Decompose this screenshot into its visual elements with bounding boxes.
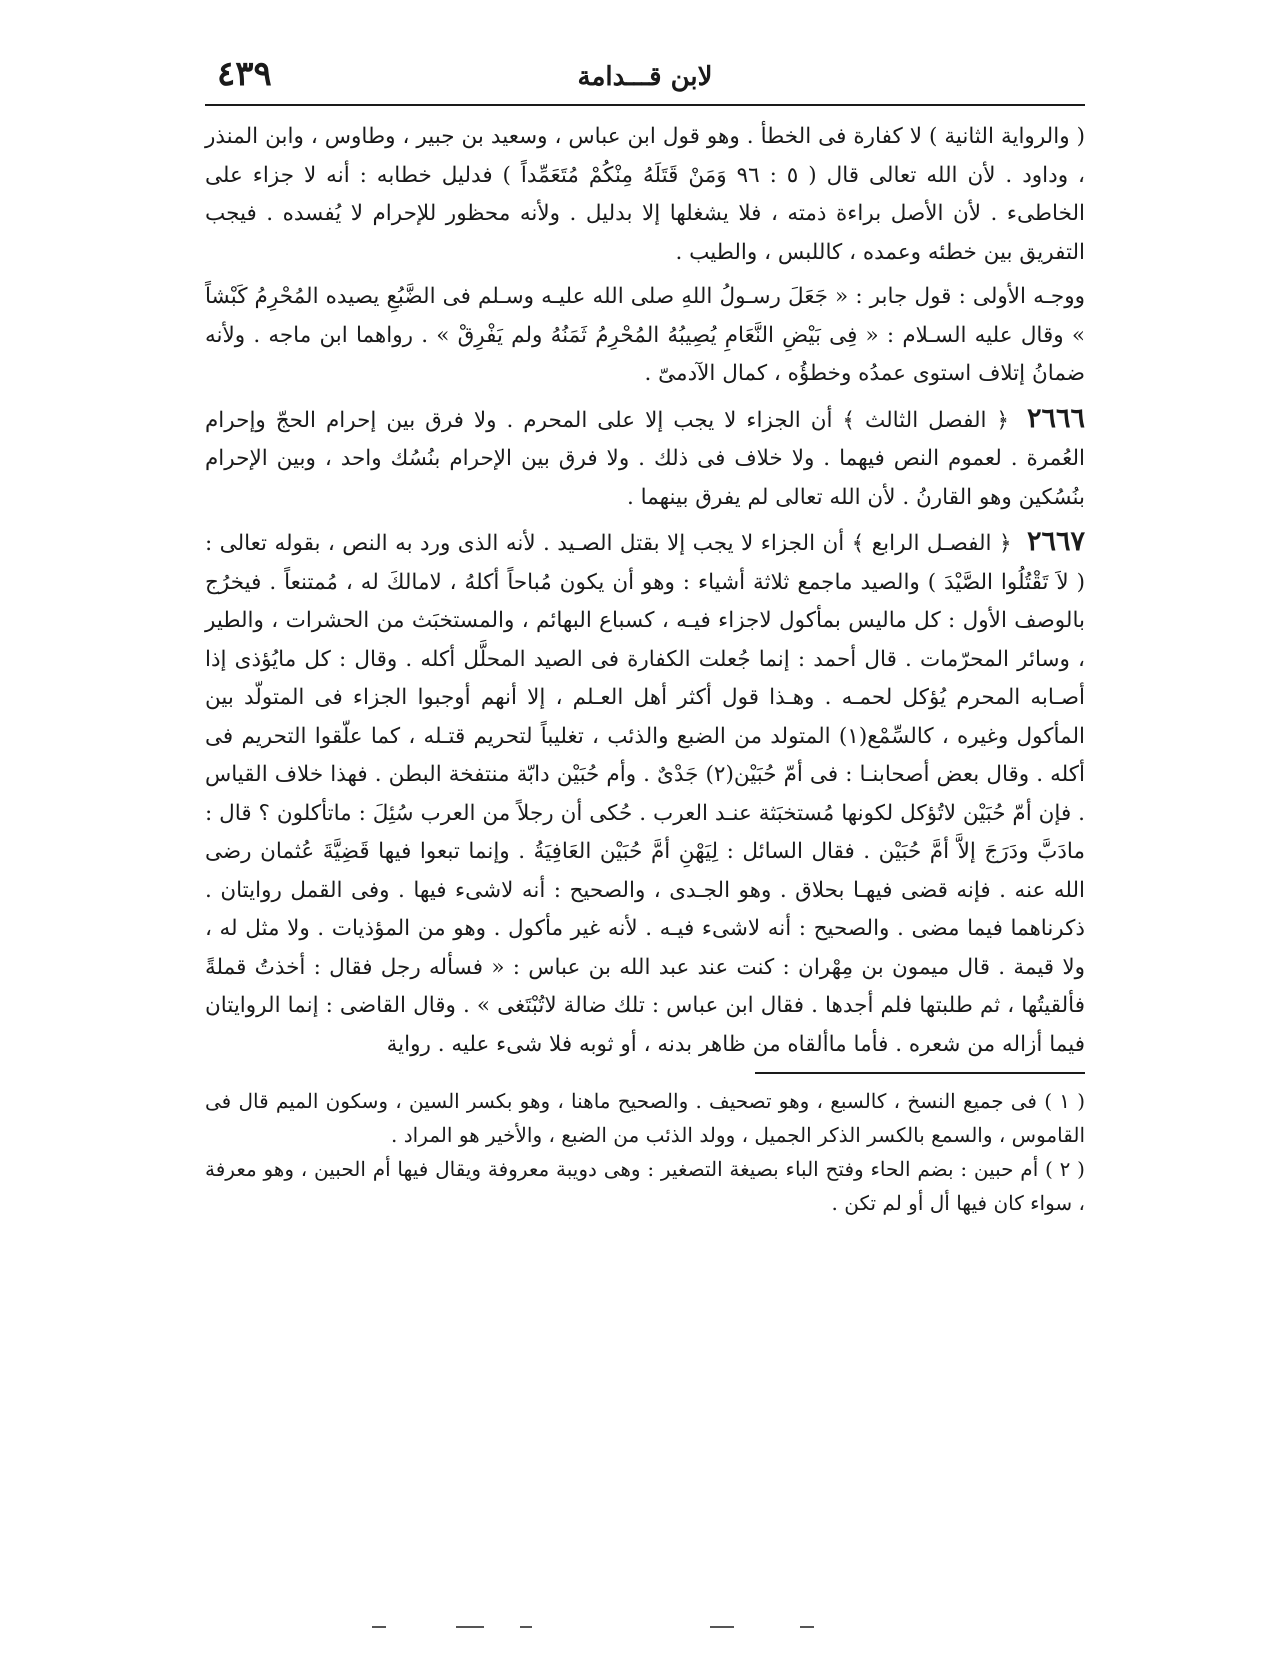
- footnote-divider: [755, 1072, 1085, 1074]
- footnote: ( ١ ) فى جميع النسخ ، كالسبع ، وهو تصحيف . والصحيح ماهنا ، وهو بكسر السين ، وسكون الميم قال فى القاموس ، والسمع بالكسر الذكر الجميل ، وولد الذئب من الضبع ، والأخير هو المراد .: [205, 1089, 1085, 1147]
- scan-mark: [372, 1626, 386, 1628]
- document-page: [205, 48, 1085, 1220]
- paragraph: [205, 278, 1085, 394]
- running-title: لابن قـــدامة: [577, 62, 713, 92]
- paragraph: [205, 400, 1085, 518]
- paragraph-text: ( والرواية الثانية ) لا كفارة فى الخطأ . وهو قول ابن عباس ، وسعيد بن جبير ، وطاوس ، وابن المنذر ، وداود . لأن الله تعالى قال ( ٥ : ٩٦ وَمَنْ قَتَلَهُ مِنْكُمْ مُتَعَمِّداً ) فدليل خطابه : أنه لا جزاء على الخاطىء . لأن الأصل براءة ذمته ، فلا يشغلها إلا بدليل . ولأنه محظور للإحرام لا يُفسده . فيجب التفريق بين خطئه وعمده ، كاللبس ، والطيب .: [205, 124, 1085, 265]
- paragraph-text: ﴿ الفصـل الرابع ﴾ أن الجزاء لا يجب إلا بقتل الصـيد . لأنه الذى ورد به النص ، بقوله تعالى : ( لاَ تَقْتُلُوا الصَّيْدَ ) والصيد ماجمع ثلاثة أشياء : وهو أن يكون مُباحاً أكلهُ ، لامالكَ له ، مُمتنعاً . فيخرُج بالوصف الأول : كل ماليس بمأكول لاجزاء فيـه ، كسباع البهائم ، والمستخبَث من الحشرات ، والطير ، وسائر المحرّمات . قال أحمد : إنما جُعلت الكفارة فى الصيد المحلَّل أكله . وقال : كل مايُؤذى إذا أصـابه المحرم يُؤكل لحمـه . وهـذا قول أكثر أهل العـلم ، إلا أنهم أوجبوا الجزاء فى المتولّد بين المأكول وغيره ، كالسِّمْع(١) المتولد من الضبع والذئب ، تغليباً لتحريم قتـله ، كما علّقوا التحريم فى أكله . وقال بعض أصحابنـا : فى أمّ حُبَيْن(٢) جَدْىٌ . وأم حُبَيْن دابّة منتفخة البطن . فهذا خلاف القياس . فإن أمّ حُبَيْن لاتُؤكل لكونها مُستخبَثة عنـد العرب . حُكى أن رجلاً من العرب سُئِلَ : ماتأكلون ؟ قال : مادَبَّ ودَرَجَ إلاَّ أمَّ حُبَيْن . فقال السائل : لِيَهْنِ أمَّ حُبَيْن العَافِيَةُ . وإنما تبعوا فيها قَضِيَّةَ عُثمان رضى الله عنه . فإنه قضى فيهـا بحلاق . وهو الجـدى ، والصحيح : أنه لاشىء فيها . وفى القمل روايتان . ذكرناهما فيما مضى . والصحيح : أنه لاشىء فيـه . لأنه غير مأكول . وهو من المؤذيات . ولا مثل له ، ولا قيمة . قال ميمون بن مِهْران : كنت عند عبد الله بن عباس : « فسأله رجل فقال : أخذتُ قملةً فألقيتُها ، ثم طلبتها فلم أجدها . فقال ابن عباس : تلك ضالة لاتُبْتَغى » . وقال القاضى : إنما الروايتان فيما أزاله من شعره . فأما ماألقاه من ظاهر بدنه ، أو ثوبه فلا شىء عليه . رواية: [205, 531, 1085, 1057]
- footnotes: [205, 1084, 1085, 1220]
- scan-mark: [800, 1626, 814, 1628]
- section-number: ٢٦٦٦: [1026, 402, 1085, 434]
- paragraph-text: ووجـه الأولى : قول جابر : « جَعَلَ رسـولُ اللهِ صلى الله عليـه وسـلم فى الضَّبُعِ يصيده المُحْرِمُ كَبْشاً » وقال عليه السـلام : « فِى بَيْضِ النَّعَامِ يُصِيبُهُ المُحْرِمُ ثَمَنُهُ ولم يَفْرِقْ » . رواهما ابن ماجه . ولأنه ضمانُ إتلاف استوى عمدُه وخطؤُه ، كمال الآدمىّ .: [205, 284, 1085, 386]
- paragraph: [205, 118, 1085, 272]
- body-text: [205, 118, 1085, 1064]
- scan-mark: [520, 1626, 532, 1628]
- scan-mark: [710, 1626, 734, 1628]
- paragraph: [205, 523, 1085, 1064]
- scan-mark: [456, 1626, 484, 1628]
- section-number: ٢٦٦٧: [1027, 526, 1086, 557]
- scan-marks: [0, 1622, 1275, 1636]
- page-number: ٤٣٩: [217, 54, 272, 94]
- page-header: [205, 48, 1085, 106]
- footnote: ( ٢ ) أم حبين : بضم الحاء وفتح الباء بصيغة التصغير : وهى دويبة معروفة ويقال فيها أم الحبين ، وهو معرفة ، سواء كان فيها أل أو لم تكن .: [205, 1157, 1085, 1215]
- paragraph-text: ﴿ الفصل الثالث ﴾ أن الجزاء لا يجب إلا على المحرم . ولا فرق بين إحرام الحجّ وإحرام العُمرة . لعموم النص فيهما . ولا خلاف فى ذلك . ولا فرق بين الإحرام بنُسُك واحد ، وبين الإحرام بنُسُكين وهو القارنُ . لأن الله تعالى لم يفرق بينهما .: [205, 407, 1085, 510]
